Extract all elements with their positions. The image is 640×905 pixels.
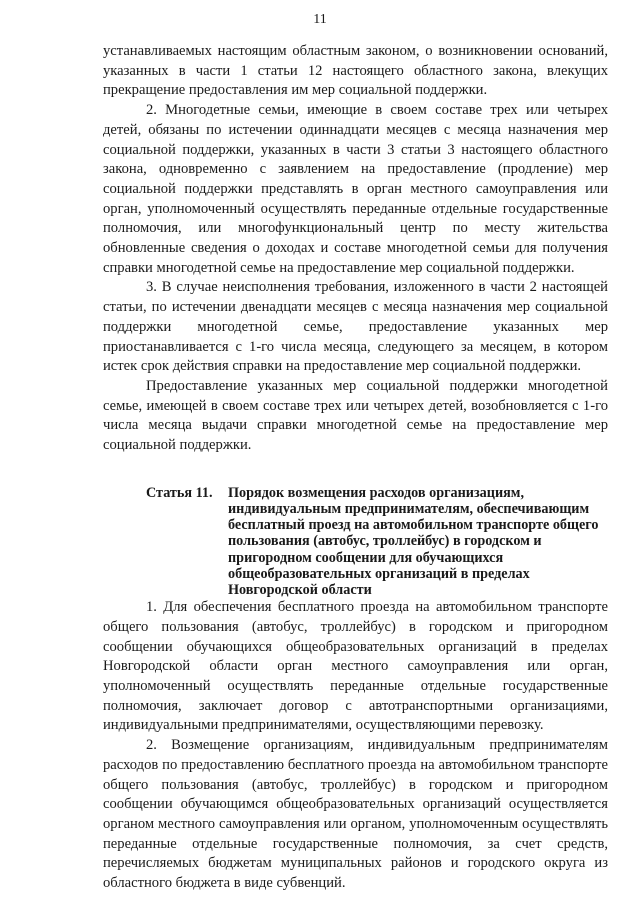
document-body: [103, 42, 608, 894]
article-title: Порядок возмещения расходов организациям, индивидуальным предпринимателям, обеспечивающим бесплатный проезд на автомобильном транспорте общего пользования (автобус, троллейбус) в городском и пригородном сообщении для обучающихся общеобразовательных организаций в пределах Новгородской области: [228, 484, 599, 598]
article-heading: [103, 485, 608, 598]
article-label: Статья 11.: [146, 484, 213, 501]
page-number: 11: [313, 12, 327, 27]
paragraph: Предоставление указанных мер социальной поддержки многодетной семье, имеющей в своем составе трех или четырех детей, возобновляется с 1-го числа месяца выдачи справки многодетной семье на предоставление мер социальной поддержки.: [103, 377, 608, 454]
paragraph: 2. Возмещение организациям, индивидуальным предпринимателям расходов по предоставлению бесплатного проезда на автомобильном транспорте общего пользования (автобус, троллейбус) в городском и пригородном сообщении обучающимся общеобразовательных организаций осуществляется органом местного самоуправления или органом, уполномоченным осуществлять переданные отдельные государственные полномочия, за счет средств, перечисляемых бюджетам муниципальных районов и городского округа из областного бюджета в виде субвенций.: [103, 737, 608, 892]
paragraph: устанавливаемых настоящим областным законом, о возникновении оснований, указанных в части 1 статьи 12 настоящего областного закона, влекущих прекращение предоставления им мер социальной поддержки.: [103, 43, 608, 99]
paragraph: 1. Для обеспечения бесплатного проезда на автомобильном транспорте общего пользования (автобус, троллейбус) в городском и пригородном сообщении обучающихся общеобразовательных организаций в пределах Новгородской области орган местного самоуправления или орган, уполномоченный осуществлять переданные отдельные государственные полномочия, заключает договор с автотранспортными организациями, индивидуальными предпринимателями, осуществляющими перевозку.: [103, 599, 608, 734]
paragraph: 3. В случае неисполнения требования, изложенного в части 2 настоящей статьи, по истечении двенадцати месяцев с месяца назначения мер социальной поддержки многодетной семье, предоставление указанных мер приостанавливается с 1-го числа месяца, следующего за месяцем, в котором истек срок действия справки на предоставление мер социальной поддержки.: [103, 279, 608, 375]
paragraph: 2. Многодетные семьи, имеющие в своем составе трех или четырех детей, обязаны по истечении одиннадцати месяцев с месяца назначения мер социальной поддержки, указанных в части 3 статьи 3 настоящего областного закона, одновременно с заявлением на предоставление (продление) мер социальной поддержки представлять в орган местного самоуправления или орган, уполномоченный осуществлять переданные отдельные государственные полномочия, или многофункциональный центр по месту жительства обновленные сведения о доходах и составе многодетной семьи для получения справки многодетной семье на предоставление мер социальной поддержки.: [103, 102, 608, 276]
